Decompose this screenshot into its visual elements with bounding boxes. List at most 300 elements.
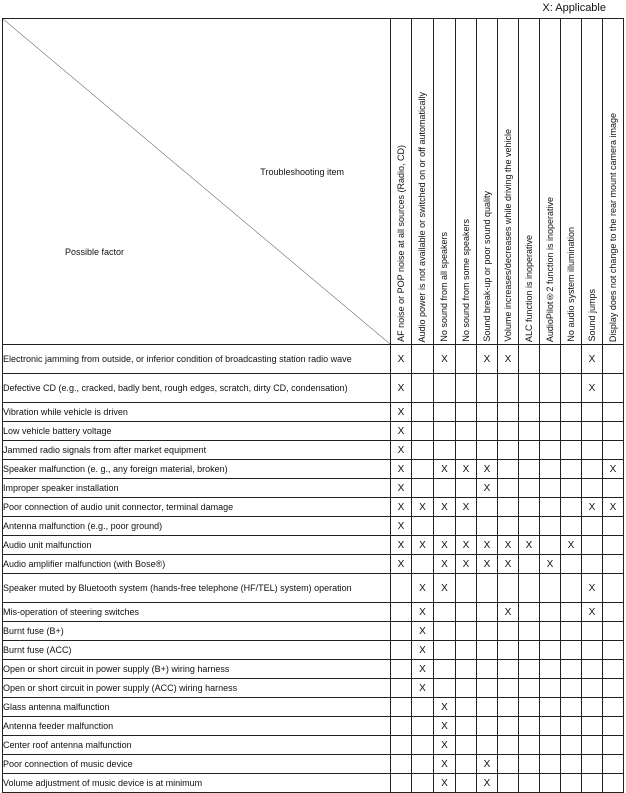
- applicable-mark-cell: [561, 422, 582, 441]
- applicable-mark-cell: [582, 555, 603, 574]
- applicable-mark-cell: [456, 574, 477, 603]
- applicable-mark-cell: X: [434, 736, 456, 755]
- applicable-mark-cell: [519, 679, 540, 698]
- applicable-mark-cell: [540, 622, 561, 641]
- column-header: [434, 19, 456, 345]
- header-row: [3, 19, 624, 345]
- applicable-mark-cell: X: [412, 622, 434, 641]
- applicable-mark-cell: [412, 460, 434, 479]
- applicable-mark-cell: X: [434, 536, 456, 555]
- applicable-mark-cell: [561, 441, 582, 460]
- possible-factor-cell: Speaker malfunction (e. g., any foreign material, broken): [3, 460, 391, 479]
- applicable-mark-cell: X: [456, 555, 477, 574]
- possible-factor-cell: Electronic jamming from outside, or inferior condition of broadcasting station radio wave: [3, 345, 391, 374]
- applicable-mark-cell: X: [434, 555, 456, 574]
- applicable-mark-cell: X: [434, 345, 456, 374]
- applicable-mark-cell: X: [582, 603, 603, 622]
- possible-factor-cell: Open or short circuit in power supply (ACC) wiring harness: [3, 679, 391, 698]
- applicable-mark-cell: [540, 441, 561, 460]
- column-header-label: Sound break-up or poor sound quality: [482, 191, 492, 342]
- column-header-label: AudioPilot®2 function is inoperative: [545, 196, 555, 342]
- applicable-mark-cell: [498, 736, 519, 755]
- applicable-mark-cell: [561, 460, 582, 479]
- applicable-mark-cell: [391, 574, 412, 603]
- applicable-mark-cell: X: [412, 641, 434, 660]
- applicable-mark-cell: [603, 698, 624, 717]
- applicable-mark-cell: [603, 536, 624, 555]
- applicable-mark-cell: [412, 755, 434, 774]
- applicable-mark-cell: [603, 641, 624, 660]
- applicable-mark-cell: X: [391, 536, 412, 555]
- applicable-mark-cell: [561, 345, 582, 374]
- applicable-mark-cell: [477, 717, 498, 736]
- column-header: [519, 19, 540, 345]
- column-header-label: ALC function is inoperative: [524, 234, 534, 342]
- applicable-mark-cell: [456, 698, 477, 717]
- applicable-mark-cell: [498, 460, 519, 479]
- applicable-mark-cell: X: [412, 603, 434, 622]
- applicable-mark-cell: X: [477, 555, 498, 574]
- applicable-mark-cell: [498, 717, 519, 736]
- possible-factor-cell: Vibration while vehicle is driven: [3, 403, 391, 422]
- applicable-mark-cell: [561, 717, 582, 736]
- applicable-mark-cell: [498, 698, 519, 717]
- applicable-mark-cell: [603, 403, 624, 422]
- column-header-label: Audio power is not available or switched on or off automatically: [417, 91, 427, 342]
- applicable-mark-cell: [456, 517, 477, 536]
- applicable-mark-cell: X: [434, 574, 456, 603]
- applicable-mark-cell: X: [477, 774, 498, 793]
- applicable-mark-cell: [391, 717, 412, 736]
- table-row: [3, 479, 624, 498]
- table-row: [3, 403, 624, 422]
- applicable-mark-cell: [603, 774, 624, 793]
- applicable-mark-cell: [477, 441, 498, 460]
- applicable-mark-cell: [603, 345, 624, 374]
- applicable-mark-cell: [519, 460, 540, 479]
- applicable-mark-cell: X: [412, 679, 434, 698]
- applicable-mark-cell: [603, 660, 624, 679]
- troubleshooting-matrix: [2, 18, 624, 793]
- applicable-mark-cell: [519, 374, 540, 403]
- applicable-mark-cell: [434, 403, 456, 422]
- column-header-label: No audio system illumination: [566, 227, 576, 342]
- applicable-mark-cell: [412, 422, 434, 441]
- table-row: [3, 441, 624, 460]
- column-header-label: Sound jumps: [587, 289, 597, 342]
- possible-factor-cell: Audio amplifier malfunction (with Bose®): [3, 555, 391, 574]
- applicable-mark-cell: [519, 755, 540, 774]
- applicable-mark-cell: [540, 374, 561, 403]
- applicable-mark-cell: [540, 736, 561, 755]
- applicable-mark-cell: [434, 603, 456, 622]
- applicable-mark-cell: [519, 422, 540, 441]
- applicable-mark-cell: [582, 736, 603, 755]
- applicable-mark-cell: [540, 603, 561, 622]
- applicable-mark-cell: [498, 517, 519, 536]
- table-row: [3, 345, 624, 374]
- applicable-mark-cell: [561, 517, 582, 536]
- applicable-mark-cell: [582, 460, 603, 479]
- applicable-mark-cell: [561, 641, 582, 660]
- applicable-mark-cell: [519, 517, 540, 536]
- applicable-mark-cell: [603, 374, 624, 403]
- applicable-mark-cell: [540, 498, 561, 517]
- applicable-mark-cell: [603, 441, 624, 460]
- possible-factor-label: Possible factor: [65, 247, 125, 257]
- applicable-mark-cell: [456, 374, 477, 403]
- table-row: [3, 736, 624, 755]
- applicable-mark-cell: [582, 774, 603, 793]
- table-row: [3, 641, 624, 660]
- applicable-mark-cell: [456, 422, 477, 441]
- applicable-mark-cell: [434, 622, 456, 641]
- applicable-mark-cell: [391, 698, 412, 717]
- applicable-mark-cell: [498, 441, 519, 460]
- applicable-mark-cell: [477, 660, 498, 679]
- applicable-mark-cell: [561, 555, 582, 574]
- applicable-mark-cell: [603, 517, 624, 536]
- applicable-mark-cell: X: [498, 603, 519, 622]
- applicable-mark-cell: [561, 755, 582, 774]
- table-row: [3, 517, 624, 536]
- applicable-mark-cell: [540, 574, 561, 603]
- applicable-mark-cell: [477, 603, 498, 622]
- column-header-label: No sound from some speakers: [461, 219, 471, 342]
- applicable-mark-cell: X: [412, 536, 434, 555]
- possible-factor-cell: Low vehicle battery voltage: [3, 422, 391, 441]
- applicable-mark-cell: [412, 403, 434, 422]
- applicable-mark-cell: [412, 736, 434, 755]
- possible-factor-cell: Volume adjustment of music device is at minimum: [3, 774, 391, 793]
- applicable-mark-cell: [582, 660, 603, 679]
- table-row: [3, 622, 624, 641]
- applicable-mark-cell: [498, 479, 519, 498]
- applicable-mark-cell: [519, 660, 540, 679]
- table-row: [3, 603, 624, 622]
- applicable-mark-cell: X: [582, 374, 603, 403]
- applicable-mark-cell: X: [603, 460, 624, 479]
- applicable-mark-cell: [498, 374, 519, 403]
- column-header: [391, 19, 412, 345]
- applicable-mark-cell: [391, 755, 412, 774]
- applicable-mark-cell: X: [456, 498, 477, 517]
- possible-factor-cell: Antenna malfunction (e.g., poor ground): [3, 517, 391, 536]
- applicable-mark-cell: [540, 345, 561, 374]
- applicable-mark-cell: [519, 555, 540, 574]
- applicable-mark-cell: [561, 403, 582, 422]
- applicable-mark-cell: [540, 479, 561, 498]
- applicable-mark-cell: [540, 403, 561, 422]
- applicable-mark-cell: [519, 441, 540, 460]
- table-row: [3, 555, 624, 574]
- applicable-mark-cell: [540, 698, 561, 717]
- applicable-mark-cell: X: [412, 498, 434, 517]
- applicable-mark-cell: [456, 603, 477, 622]
- applicable-mark-cell: [412, 698, 434, 717]
- applicable-mark-cell: [456, 679, 477, 698]
- applicable-mark-cell: [603, 574, 624, 603]
- applicable-mark-cell: X: [412, 660, 434, 679]
- applicable-mark-cell: X: [391, 479, 412, 498]
- applicable-mark-cell: X: [391, 345, 412, 374]
- applicable-mark-cell: [540, 660, 561, 679]
- applicable-mark-cell: [434, 422, 456, 441]
- applicable-mark-cell: [498, 403, 519, 422]
- applicable-mark-cell: X: [498, 536, 519, 555]
- possible-factor-cell: Glass antenna malfunction: [3, 698, 391, 717]
- applicable-mark-cell: [498, 755, 519, 774]
- applicable-mark-cell: [561, 498, 582, 517]
- applicable-mark-cell: X: [519, 536, 540, 555]
- applicable-mark-cell: [412, 555, 434, 574]
- applicable-mark-cell: [561, 774, 582, 793]
- applicable-mark-cell: [412, 774, 434, 793]
- applicable-mark-cell: X: [434, 755, 456, 774]
- applicable-mark-cell: [603, 422, 624, 441]
- column-header: [412, 19, 434, 345]
- applicable-mark-cell: X: [412, 574, 434, 603]
- applicable-mark-cell: [519, 574, 540, 603]
- applicable-mark-cell: [540, 460, 561, 479]
- table-row: [3, 498, 624, 517]
- applicable-mark-cell: [477, 736, 498, 755]
- applicable-mark-cell: X: [561, 536, 582, 555]
- applicable-mark-cell: X: [477, 755, 498, 774]
- applicable-mark-cell: [477, 679, 498, 698]
- applicable-mark-cell: [582, 641, 603, 660]
- applicable-mark-cell: X: [477, 460, 498, 479]
- applicable-mark-cell: X: [498, 345, 519, 374]
- applicable-mark-cell: [456, 755, 477, 774]
- applicable-mark-cell: [477, 374, 498, 403]
- applicable-mark-cell: X: [391, 498, 412, 517]
- applicable-mark-cell: [519, 403, 540, 422]
- applicable-mark-cell: [603, 479, 624, 498]
- applicable-mark-cell: [477, 498, 498, 517]
- matrix-body: [3, 345, 624, 793]
- applicable-mark-cell: [498, 641, 519, 660]
- applicable-mark-cell: X: [582, 498, 603, 517]
- column-header-label: No sound from all speakers: [439, 232, 449, 342]
- applicable-mark-cell: [391, 679, 412, 698]
- applicable-mark-cell: [391, 641, 412, 660]
- applicable-mark-cell: [519, 345, 540, 374]
- applicable-mark-cell: [434, 641, 456, 660]
- applicable-mark-cell: [412, 441, 434, 460]
- applicable-mark-cell: [582, 622, 603, 641]
- possible-factor-cell: Defective CD (e.g., cracked, badly bent, rough edges, scratch, dirty CD, condensation): [3, 374, 391, 403]
- applicable-mark-cell: [540, 536, 561, 555]
- applicable-mark-cell: [391, 603, 412, 622]
- possible-factor-cell: Burnt fuse (ACC): [3, 641, 391, 660]
- applicable-mark-cell: X: [391, 460, 412, 479]
- applicable-mark-cell: X: [582, 345, 603, 374]
- applicable-mark-cell: [519, 774, 540, 793]
- applicable-mark-cell: [456, 403, 477, 422]
- applicable-mark-cell: [582, 536, 603, 555]
- column-header: [477, 19, 498, 345]
- table-row: [3, 574, 624, 603]
- possible-factor-cell: Audio unit malfunction: [3, 536, 391, 555]
- table-row: [3, 679, 624, 698]
- applicable-mark-cell: [477, 698, 498, 717]
- applicable-mark-cell: [498, 574, 519, 603]
- possible-factor-cell: Antenna feeder malfunction: [3, 717, 391, 736]
- applicable-mark-cell: [603, 622, 624, 641]
- applicable-mark-cell: [391, 660, 412, 679]
- applicable-mark-cell: X: [391, 374, 412, 403]
- column-header-label: Display does not change to the rear mount camera image: [608, 112, 618, 342]
- applicable-mark-cell: [582, 755, 603, 774]
- applicable-mark-cell: [540, 774, 561, 793]
- column-header: [456, 19, 477, 345]
- applicable-mark-cell: X: [434, 460, 456, 479]
- table-row: [3, 460, 624, 479]
- applicable-mark-cell: [561, 660, 582, 679]
- applicable-mark-cell: [412, 517, 434, 536]
- applicable-mark-cell: [561, 698, 582, 717]
- applicable-mark-cell: [434, 660, 456, 679]
- applicable-mark-cell: [456, 660, 477, 679]
- applicable-mark-cell: [561, 622, 582, 641]
- applicable-mark-cell: X: [477, 479, 498, 498]
- table-row: [3, 755, 624, 774]
- applicable-mark-cell: [456, 479, 477, 498]
- applicable-mark-cell: [519, 603, 540, 622]
- table-row: [3, 774, 624, 793]
- applicable-mark-cell: [519, 717, 540, 736]
- applicable-mark-cell: X: [540, 555, 561, 574]
- applicable-mark-cell: [477, 403, 498, 422]
- applicable-mark-cell: [582, 517, 603, 536]
- applicable-mark-cell: X: [391, 555, 412, 574]
- applicable-mark-cell: [603, 679, 624, 698]
- applicable-mark-cell: X: [391, 422, 412, 441]
- applicable-mark-cell: [477, 422, 498, 441]
- applicable-mark-cell: [456, 641, 477, 660]
- applicable-mark-cell: X: [391, 517, 412, 536]
- possible-factor-cell: Jammed radio signals from after market equipment: [3, 441, 391, 460]
- possible-factor-cell: Poor connection of music device: [3, 755, 391, 774]
- applicable-mark-cell: [498, 660, 519, 679]
- header-corner-cell: [3, 19, 391, 345]
- applicable-mark-cell: [391, 622, 412, 641]
- applicable-mark-cell: [477, 641, 498, 660]
- applicable-mark-cell: [582, 441, 603, 460]
- applicable-mark-cell: X: [582, 574, 603, 603]
- applicable-mark-cell: [434, 517, 456, 536]
- applicable-mark-cell: [603, 717, 624, 736]
- applicable-mark-cell: X: [498, 555, 519, 574]
- possible-factor-cell: Mis-operation of steering switches: [3, 603, 391, 622]
- applicable-mark-cell: [582, 479, 603, 498]
- applicable-mark-cell: [434, 441, 456, 460]
- applicable-mark-cell: [456, 717, 477, 736]
- applicable-mark-cell: X: [391, 403, 412, 422]
- applicable-mark-cell: [434, 679, 456, 698]
- applicable-mark-cell: [603, 603, 624, 622]
- applicable-mark-cell: [582, 679, 603, 698]
- applicable-mark-cell: [540, 517, 561, 536]
- applicable-mark-cell: [412, 717, 434, 736]
- table-row: [3, 698, 624, 717]
- column-header: [498, 19, 519, 345]
- applicable-mark-cell: [498, 498, 519, 517]
- applicable-mark-cell: X: [456, 536, 477, 555]
- possible-factor-cell: Center roof antenna malfunction: [3, 736, 391, 755]
- applicable-mark-cell: [456, 345, 477, 374]
- applicable-mark-cell: [540, 755, 561, 774]
- applicable-mark-cell: X: [477, 345, 498, 374]
- applicable-mark-cell: [412, 479, 434, 498]
- applicable-mark-cell: [412, 345, 434, 374]
- applicable-mark-cell: [582, 422, 603, 441]
- possible-factor-cell: Burnt fuse (B+): [3, 622, 391, 641]
- applicable-mark-cell: [477, 574, 498, 603]
- applicable-mark-cell: [477, 622, 498, 641]
- applicable-mark-cell: [434, 479, 456, 498]
- applicable-mark-cell: [540, 717, 561, 736]
- applicable-mark-cell: [582, 698, 603, 717]
- column-header: [582, 19, 603, 345]
- applicable-mark-cell: [456, 622, 477, 641]
- applicable-mark-cell: [519, 641, 540, 660]
- applicable-mark-cell: [540, 641, 561, 660]
- applicable-mark-cell: [561, 736, 582, 755]
- applicable-mark-cell: [540, 422, 561, 441]
- column-header-label: AF noise or POP noise at all sources (Radio, CD): [396, 145, 406, 342]
- applicable-mark-cell: [519, 622, 540, 641]
- applicable-mark-cell: X: [477, 536, 498, 555]
- applicable-mark-cell: [561, 603, 582, 622]
- applicable-mark-cell: [434, 374, 456, 403]
- table-row: [3, 717, 624, 736]
- applicable-mark-cell: [561, 679, 582, 698]
- applicable-mark-cell: [561, 479, 582, 498]
- applicable-mark-cell: X: [434, 717, 456, 736]
- applicable-mark-cell: [477, 517, 498, 536]
- possible-factor-cell: Improper speaker installation: [3, 479, 391, 498]
- applicable-mark-cell: [456, 441, 477, 460]
- applicable-mark-cell: [561, 574, 582, 603]
- applicable-mark-cell: [391, 736, 412, 755]
- table-row: [3, 536, 624, 555]
- applicable-mark-cell: [456, 736, 477, 755]
- possible-factor-cell: Speaker muted by Bluetooth system (hands-free telephone (HF/TEL) system) operation: [3, 574, 391, 603]
- applicable-mark-cell: [603, 755, 624, 774]
- applicable-mark-cell: [519, 698, 540, 717]
- possible-factor-cell: Poor connection of audio unit connector, terminal damage: [3, 498, 391, 517]
- applicable-mark-cell: [391, 774, 412, 793]
- legend: X: Applicable: [542, 2, 606, 14]
- applicable-mark-cell: [561, 374, 582, 403]
- applicable-mark-cell: [603, 555, 624, 574]
- applicable-mark-cell: [498, 622, 519, 641]
- applicable-mark-cell: [519, 736, 540, 755]
- column-header: [540, 19, 561, 345]
- applicable-mark-cell: [540, 679, 561, 698]
- applicable-mark-cell: X: [434, 698, 456, 717]
- applicable-mark-cell: X: [391, 441, 412, 460]
- applicable-mark-cell: [498, 422, 519, 441]
- column-header-label: Volume increases/decreases while driving the vehicle: [503, 129, 513, 342]
- applicable-mark-cell: [456, 774, 477, 793]
- troubleshooting-item-label: Troubleshooting item: [260, 167, 344, 177]
- diagonal-divider: [3, 19, 390, 344]
- applicable-mark-cell: X: [434, 774, 456, 793]
- applicable-mark-cell: [498, 774, 519, 793]
